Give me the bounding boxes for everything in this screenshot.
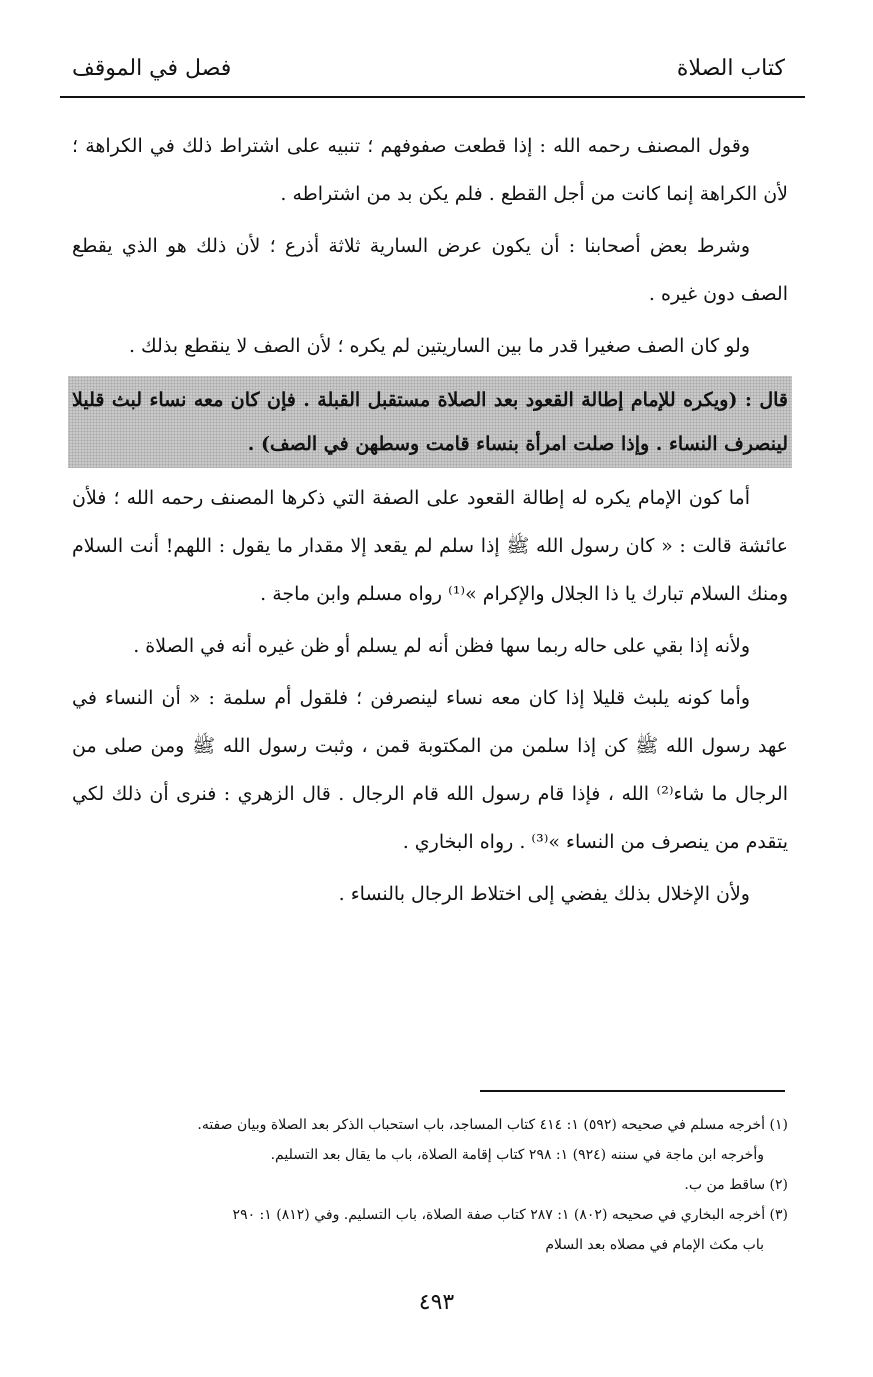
paragraph: وشرط بعض أصحابنا : أن يكون عرض السارية ثلاثة أذرع ؛ لأن ذلك هو الذي يقطع الصف دون غيره .	[72, 235, 788, 305]
running-header-section-title: فصل في الموقف	[72, 56, 232, 81]
paragraph: أما كون الإمام يكره له إطالة القعود على الصفة التي ذكرها المصنف رحمه الله ؛ فلأن عائشة قالت : « كان رسول الله ﷺ إذا سلم لم يقعد إلا مقدار ما يقول : اللهم! أنت السلام ومنك السلام تبارك يا ذا الجلال والإكرام »⁽¹⁾ رواه مسلم وابن ماجة .	[72, 487, 788, 605]
paragraph: ولو كان الصف صغيرا قدر ما بين الساريتين لم يكره ؛ لأن الصف لا ينقطع بذلك .	[128, 335, 750, 357]
footnote-2: (٢) ساقط من ب.	[684, 1177, 788, 1193]
footnote-3: (٣) أخرجه البخاري في صحيحه (٨٠٢) ١: ٢٨٧ كتاب صفة الصلاة، باب التسليم. وفي (٨١٢) ١: ٢٩٠	[232, 1207, 788, 1223]
page-number: ٤٩٣	[418, 1290, 455, 1315]
footnote-1: (١) أخرجه مسلم في صحيحه (٥٩٢) ١: ٤١٤ كتاب المساجد، باب استحباب الذكر بعد الصلاة وبيان صفته.	[197, 1117, 788, 1133]
main-text	[72, 122, 788, 922]
paragraph: وأما كونه يلبث قليلا إذا كان معه نساء لينصرفن ؛ فلقول أم سلمة : « أن النساء في عهد رسول الله ﷺ كن إذا سلمن من المكتوبة قمن ، وثبت رسول الله ﷺ ومن صلى من الرجال ما شاء⁽²⁾ الله ، فإذا قام رسول الله قام الرجال . قال الزهري : فنرى أن ذلك لكي يتقدم من ينصرف من النساء »⁽³⁾ . رواه البخاري .	[72, 687, 788, 853]
highlighted-matn-paragraph: قال : (ويكره للإمام إطالة القعود بعد الصلاة مستقبل القبلة . فإن كان معه نساء لبث قليلا لينصرف النساء . وإذا صلت امرأة بنساء قامت وسطهن في الصف) .	[68, 376, 792, 468]
paragraph: ولأنه إذا بقي على حاله ربما سها فظن أنه لم يسلم أو ظن غيره أنه في الصلاة .	[133, 635, 750, 657]
footnote-1-continued: وأخرجه ابن ماجة في سننه (٩٢٤) ١: ٢٩٨ كتاب إقامة الصلاة، باب ما يقال بعد التسليم.	[270, 1147, 764, 1163]
paragraph: ولأن الإخلال بذلك يفضي إلى اختلاط الرجال بالنساء .	[338, 883, 750, 905]
paragraph: وقول المصنف رحمه الله : إذا قطعت صفوفهم ؛ تنبيه على اشتراط ذلك في الكراهة ؛ لأن الكراهة إنما كانت من أجل القطع . فلم يكن بد من اشتراطه .	[72, 135, 788, 205]
header-divider	[60, 96, 805, 98]
footnotes	[72, 1110, 788, 1260]
footnote-divider	[480, 1090, 785, 1092]
footnote-3-continued: باب مكث الإمام في مصلاه بعد السلام	[545, 1237, 764, 1253]
running-header-book-title: كتاب الصلاة	[676, 56, 785, 81]
